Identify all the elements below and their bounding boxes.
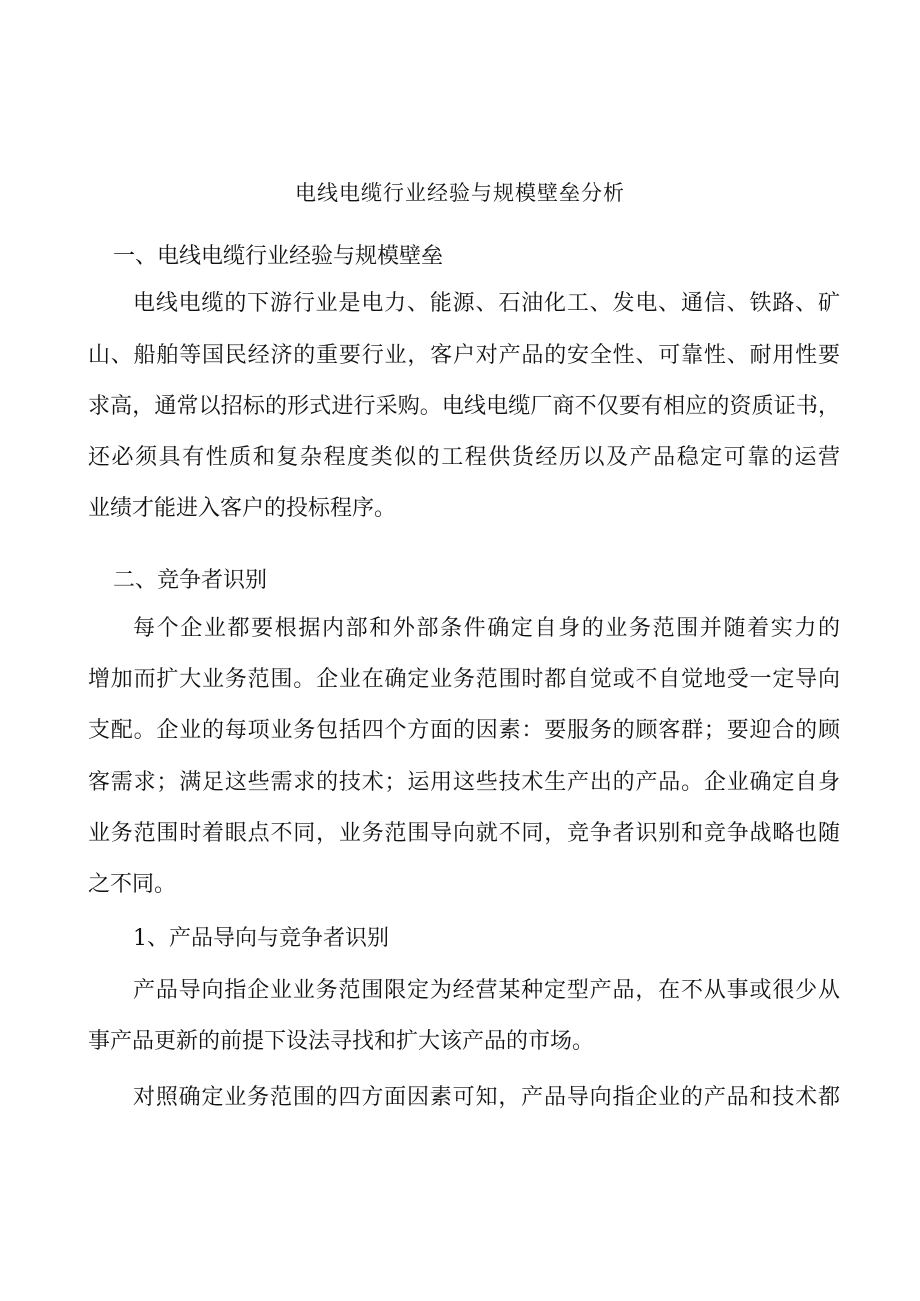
paragraph-line: 事产品更新的前提下设法寻找和扩大该产品的市场。 (88, 1029, 595, 1054)
document-title: 电线电缆行业经验与规模壁垒分析 (295, 181, 625, 205)
paragraph-line: 还必须具有性质和复杂程度类似的工程供货经历以及产品稳定可靠的运营 (88, 445, 840, 470)
paragraph-line: 产品导向指企业业务范围限定为经营某种定型产品，在不从事或很少从 (133, 978, 840, 1003)
paragraph-line: 山、船舶等国民经济的重要行业，客户对产品的安全性、可靠性、耐用性要 (88, 343, 840, 368)
paragraph-line: 客需求；满足这些需求的技术；运用这些技术生产出的产品。企业确定自身 (88, 770, 840, 795)
paragraph-line: 每个企业都要根据内部和外部条件确定自身的业务范围并随着实力的 (133, 616, 840, 641)
paragraph-line: 对照确定业务范围的四方面因素可知，产品导向指企业的产品和技术都 (133, 1085, 840, 1110)
paragraph-line: 增加而扩大业务范围。企业在确定业务范围时都自觉或不自觉地受一定导向 (88, 667, 840, 692)
section-heading-2: 二、竞争者识别 (113, 568, 268, 593)
paragraph-line: 业绩才能进入客户的投标程序。 (88, 496, 397, 521)
section-heading-1: 一、电线电缆行业经验与规模壁垒 (113, 244, 444, 269)
paragraph-line: 之不同。 (88, 872, 177, 897)
paragraph-line: 支配。企业的每项业务包括四个方面的因素：要服务的顾客群；要迎合的顾 (88, 718, 840, 743)
subheading-1: 1、产品导向与竞争者识别 (133, 926, 389, 951)
paragraph-line: 电线电缆的下游行业是电力、能源、石油化工、发电、通信、铁路、矿 (133, 291, 840, 316)
paragraph-line: 业务范围时着眼点不同，业务范围导向就不同，竞争者识别和竞争战略也随 (88, 821, 840, 846)
paragraph-line: 求高，通常以招标的形式进行采购。电线电缆厂商不仅要有相应的资质证书， (88, 394, 840, 419)
